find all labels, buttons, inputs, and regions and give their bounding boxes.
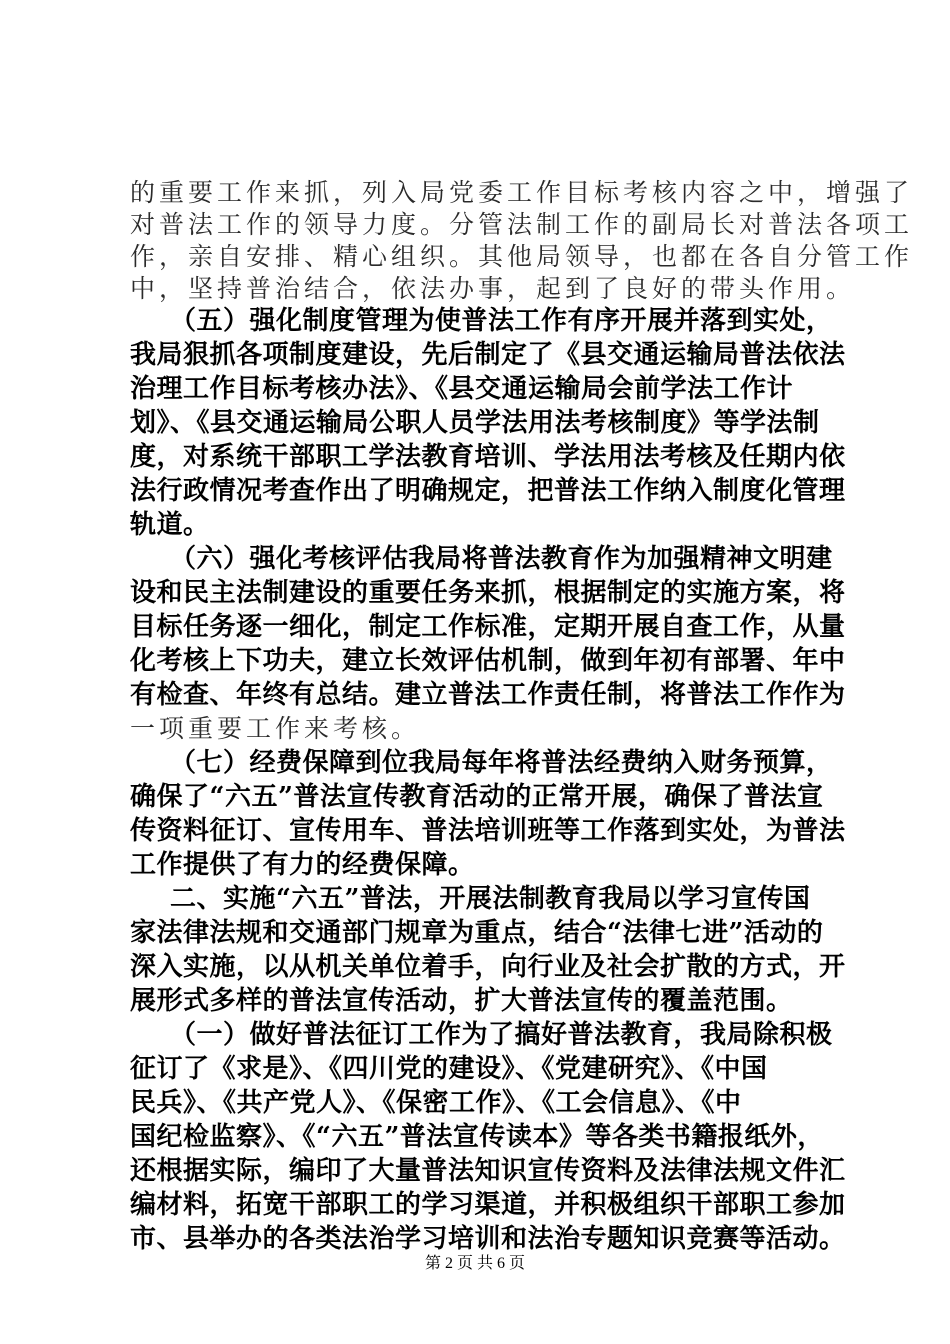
text-line: 我局狠抓各项制度建设，先后制定了《县交通运输局普法依法 — [130, 340, 846, 370]
text-line: 编材料，拓宽干部职工的学习渠道，并积极组织干部职工参加 — [130, 1190, 846, 1220]
text-line: 有检查、年终有总结。建立普法工作责任制，将普法工作作为 — [130, 680, 846, 710]
text-line: （五）强化制度管理为使普法工作有序开展并落到实处， — [170, 306, 833, 336]
text-line: 二、实施“六五”普法，开展法制教育我局以学习宣传国 — [170, 884, 811, 914]
text-line: 还根据实际，编印了大量普法知识宣传资料及法律法规文件汇 — [130, 1156, 846, 1186]
text-line: 深入实施，以从机关单位着手，向行业及社会扩散的方式，开 — [130, 952, 846, 982]
text-line: 中，坚持普治结合，依法办事，起到了良好的带头作用。 — [130, 274, 856, 303]
text-line: 确保了“六五”普法宣传教育活动的正常开展，确保了普法宣 — [130, 782, 824, 812]
text-line: 国纪检监察》、《“六五”普法宣传读本》等各类书籍报纸外， — [130, 1122, 824, 1152]
text-line: 目标任务逐一细化，制定工作标准，定期开展自查工作，从量 — [130, 612, 846, 642]
text-line: 设和民主法制建设的重要任务来抓，根据制定的实施方案，将 — [130, 578, 846, 608]
text-line: 展形式多样的普法宣传活动，扩大普法宣传的覆盖范围。 — [130, 986, 793, 1016]
text-line: （一）做好普法征订工作为了搞好普法教育，我局除积极 — [170, 1020, 833, 1050]
text-line: 轨道。 — [130, 510, 210, 540]
text-line: 民兵》、《共产党人》、《保密工作》、《工会信息》、《中 — [130, 1088, 742, 1118]
text-line: （六）强化考核评估我局将普法教育作为加强精神文明建 — [170, 544, 833, 574]
text-line: 划》、《县交通运输局公职人员学法用法考核制度》等学法制 — [130, 408, 820, 438]
text-line: 征订了《求是》、《四川党的建设》、《党建研究》、《中国 — [130, 1054, 768, 1084]
text-line: （七）经费保障到位我局每年将普法经费纳入财务预算， — [170, 748, 833, 778]
text-line: 家法律法规和交通部门规章为重点，结合“法律七进”活动的 — [130, 918, 824, 948]
text-line: 度，对系统干部职工学法教育培训、学法用法考核及任期内依 — [130, 442, 846, 472]
page-number-footer: 第 2 页 共 6 页 — [424, 1255, 525, 1272]
text-line: 化考核上下功夫，建立长效评估机制，做到年初有部署、年中 — [130, 646, 846, 676]
text-line: 工作提供了有力的经费保障。 — [130, 850, 475, 880]
text-line: 治理工作目标考核办法》、《县交通运输局会前学法工作计 — [130, 374, 794, 404]
text-line: 传资料征订、宣传用车、普法培训班等工作落到实处，为普法 — [130, 816, 846, 846]
text-line: 的重要工作来抓，列入局党委工作目标考核内容之中，增强了 — [130, 178, 914, 207]
text-line: 法行政情况考查作出了明确规定，把普法工作纳入制度化管理 — [130, 476, 846, 506]
text-line: 市、县举办的各类法治学习培训和法治专题知识竞赛等活动。 — [130, 1224, 846, 1254]
text-line: 对普法工作的领导力度。分管法制工作的副局长对普法各项工 — [130, 210, 914, 239]
text-line: 作，亲自安排、精心组织。其他局领导，也都在各自分管工作 — [130, 242, 914, 271]
text-line: 一项重要工作来考核。 — [130, 714, 421, 743]
